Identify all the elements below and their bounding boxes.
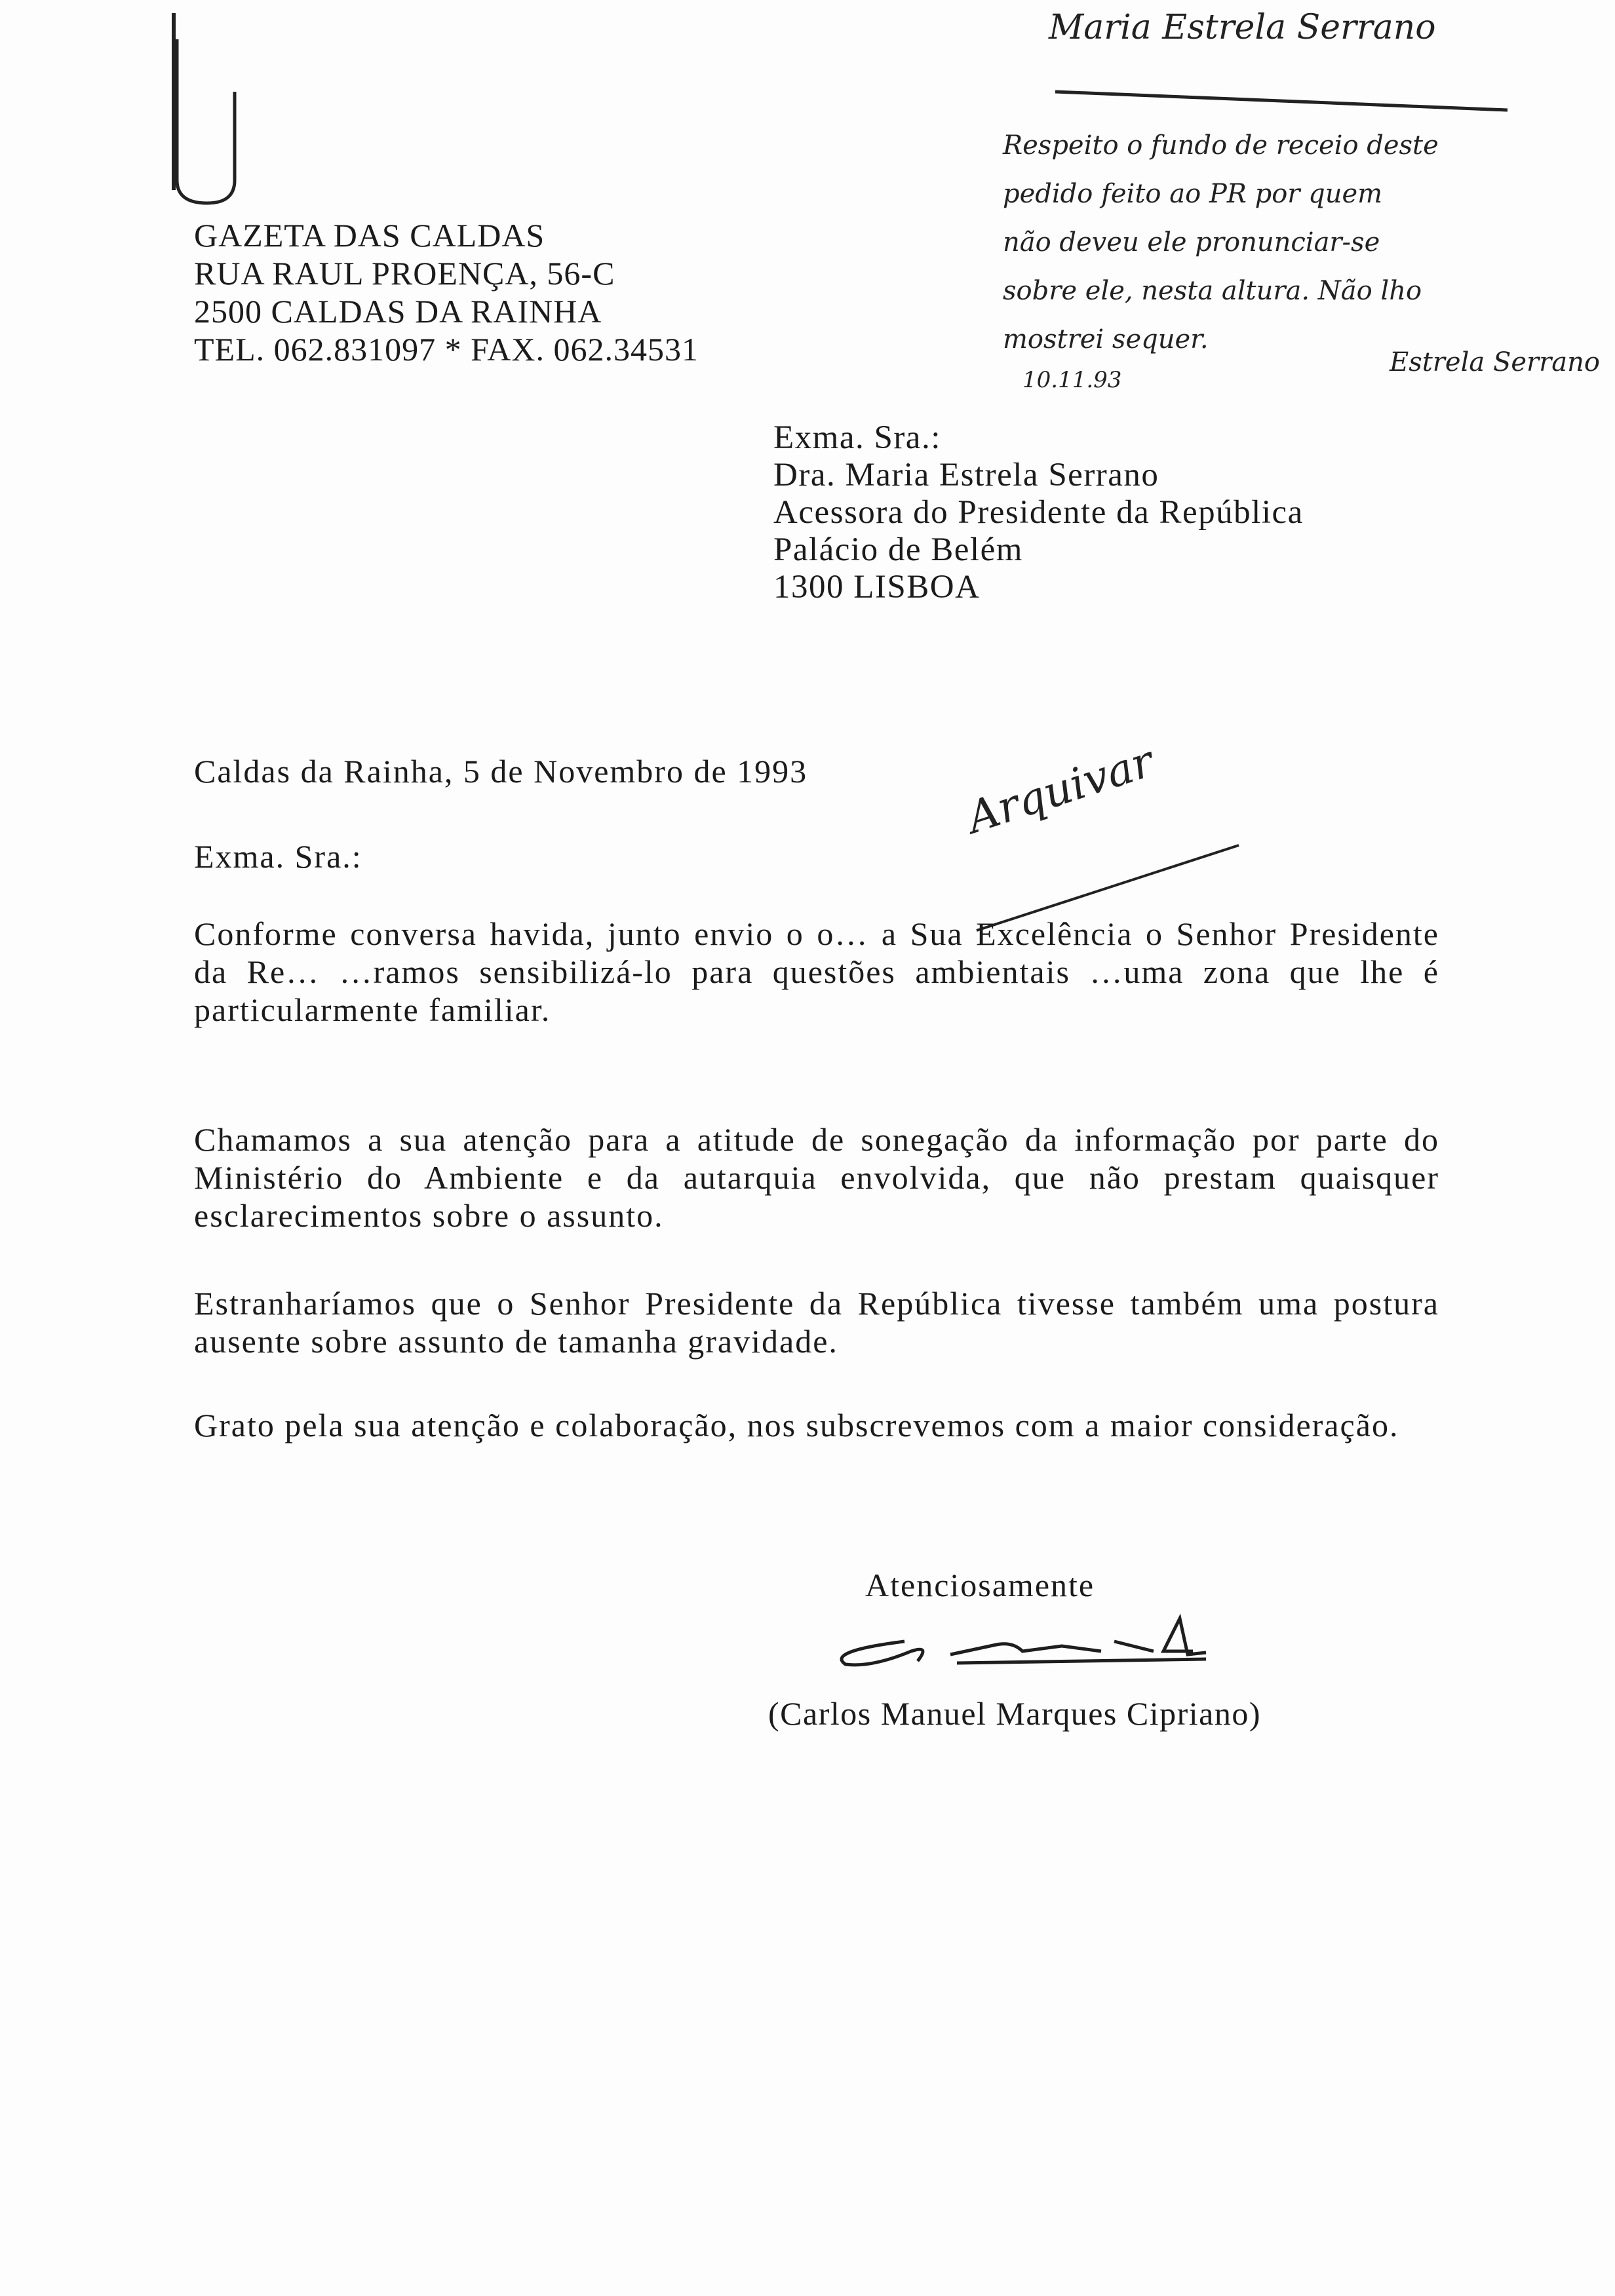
signer-name: (Carlos Manuel Marques Cipriano)	[768, 1695, 1262, 1732]
note-line: sobre ele, nesta altura. Não lho	[1003, 276, 1422, 306]
recipient-name: Dra. Maria Estrela Serrano	[773, 457, 1159, 493]
letter-closing: Atenciosamente	[865, 1567, 1095, 1603]
note-line: mostrei sequer.	[1003, 324, 1209, 354]
letter-date: Caldas da Rainha, 5 de Novembro de 1993	[194, 753, 808, 790]
sender-phone-fax: TEL. 062.831097 * FAX. 062.34531	[194, 331, 699, 368]
note-line: não deveu ele pronunciar-se	[1003, 227, 1380, 258]
sender-city: 2500 CALDAS DA RAINHA	[194, 293, 602, 330]
paragraph-1: Conforme conversa havida, junto envio o o… a Sua Excelência o Senhor Presidente da Re… …ramos sensibilizá-lo para questões ambientais …uma zona que lhe é particularmente familiar.	[194, 915, 1439, 1028]
sender-name: GAZETA DAS CALDAS	[194, 217, 545, 254]
handwritten-date: 10.11.93	[1022, 367, 1122, 393]
recipient-place: Palácio de Belém	[773, 531, 1023, 568]
paragraph-2: Chamamos a sua atenção para a atitude de sonegação da informação por parte do Ministério do Ambiente e da autarquia envolvida, que não prestam quaisquer esclarecimentos sobre o assunto.	[194, 1121, 1439, 1234]
recipient-city: 1300 LISBOA	[773, 569, 981, 605]
paragraph-4: Grato pela sua atenção e colaboração, nos subscrevemos com a maior consideração.	[194, 1407, 1399, 1444]
note-line: Respeito o fundo de receio deste	[1003, 130, 1439, 161]
handwritten-addressee: Maria Estrela Serrano	[1049, 8, 1436, 47]
sender-street: RUA RAUL PROENÇA, 56-C	[194, 255, 615, 292]
letter-salutation: Exma. Sra.:	[194, 838, 362, 875]
recipient-role: Acessora do Presidente da República	[773, 494, 1304, 531]
handwritten-stamp: Arquivar	[961, 736, 1159, 843]
recipient-salutation: Exma. Sra.:	[773, 419, 941, 456]
note-line: pedido feito ao PR por quem	[1003, 179, 1383, 209]
handwritten-initials: Estrela Serrano	[1390, 347, 1600, 377]
paragraph-3: Estranharíamos que o Senhor Presidente da República tivesse também uma postura ausente sobre assunto de tamanha gravidade.	[194, 1285, 1439, 1360]
